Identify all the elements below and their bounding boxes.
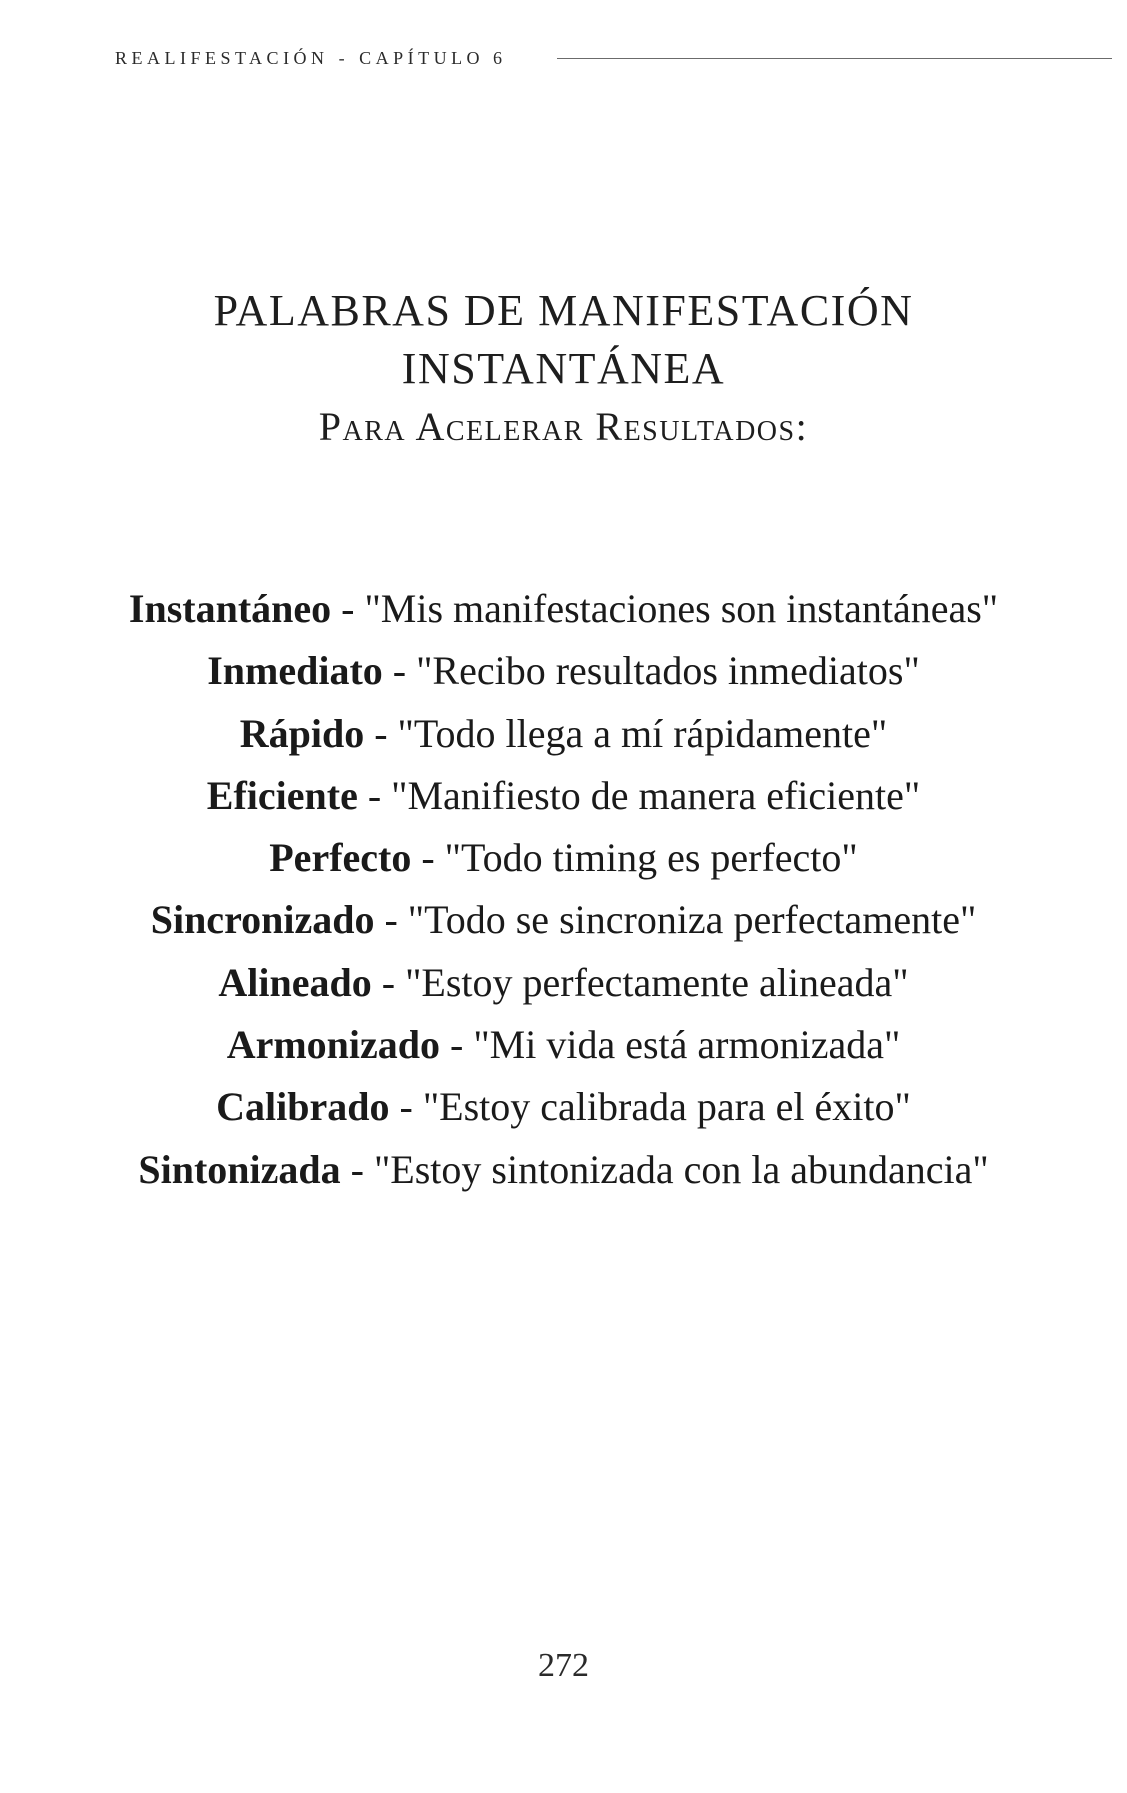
chapter-label: CAPÍTULO 6 bbox=[359, 47, 507, 68]
list-item bbox=[0, 1014, 1127, 1076]
manifestation-word-list bbox=[0, 578, 1127, 1201]
word-phrase: - "Estoy sintonizada con la abundancia" bbox=[340, 1146, 989, 1192]
word-term: Armonizado bbox=[226, 1022, 441, 1068]
list-item bbox=[0, 703, 1127, 765]
header-rule bbox=[557, 58, 1112, 59]
word-phrase: - "Estoy calibrada para el éxito" bbox=[389, 1084, 911, 1130]
word-phrase: - "Todo llega a mí rápidamente" bbox=[364, 710, 888, 756]
list-item bbox=[0, 578, 1127, 640]
page-number: 272 bbox=[538, 1647, 589, 1684]
list-item bbox=[0, 889, 1127, 951]
word-phrase: - "Manifiesto de manera eficiente" bbox=[357, 772, 921, 818]
list-item bbox=[0, 827, 1127, 889]
word-term: Perfecto bbox=[269, 835, 412, 881]
title-line-2: INSTANTÁNEA bbox=[401, 344, 726, 393]
word-term: Calibrado bbox=[216, 1084, 390, 1130]
word-term: Instantáneo bbox=[128, 586, 332, 631]
word-term: Alineado bbox=[218, 959, 372, 1005]
word-term: Sintonizada bbox=[138, 1146, 341, 1192]
running-header bbox=[115, 46, 1112, 70]
book-title: REALIFESTACIÓN bbox=[115, 47, 329, 68]
header-separator: - bbox=[338, 47, 350, 68]
section-title bbox=[0, 282, 1127, 456]
word-phrase: - "Mis manifestaciones son instantáneas" bbox=[331, 586, 999, 631]
word-phrase: - "Mi vida está armonizada" bbox=[440, 1022, 901, 1068]
word-phrase: - "Todo se sincroniza perfectamente" bbox=[374, 897, 977, 943]
word-phrase: - "Todo timing es perfecto" bbox=[411, 835, 858, 881]
title-line-1: PALABRAS DE MANIFESTACIÓN bbox=[213, 286, 914, 335]
word-phrase: - "Recibo resultados inmediatos" bbox=[382, 648, 920, 694]
word-term: Rápido bbox=[239, 710, 365, 756]
word-term: Eficiente bbox=[206, 772, 358, 818]
list-item bbox=[0, 640, 1127, 702]
list-item bbox=[0, 1139, 1127, 1201]
subtitle: Para Acelerar Resultados: bbox=[318, 404, 809, 449]
word-term: Inmediato bbox=[207, 648, 383, 694]
list-item bbox=[0, 765, 1127, 827]
word-term: Sincronizado bbox=[150, 897, 375, 943]
word-phrase: - "Estoy perfectamente alineada" bbox=[371, 959, 909, 1005]
list-item bbox=[0, 952, 1127, 1014]
list-item bbox=[0, 1076, 1127, 1138]
running-header-text bbox=[115, 48, 507, 69]
